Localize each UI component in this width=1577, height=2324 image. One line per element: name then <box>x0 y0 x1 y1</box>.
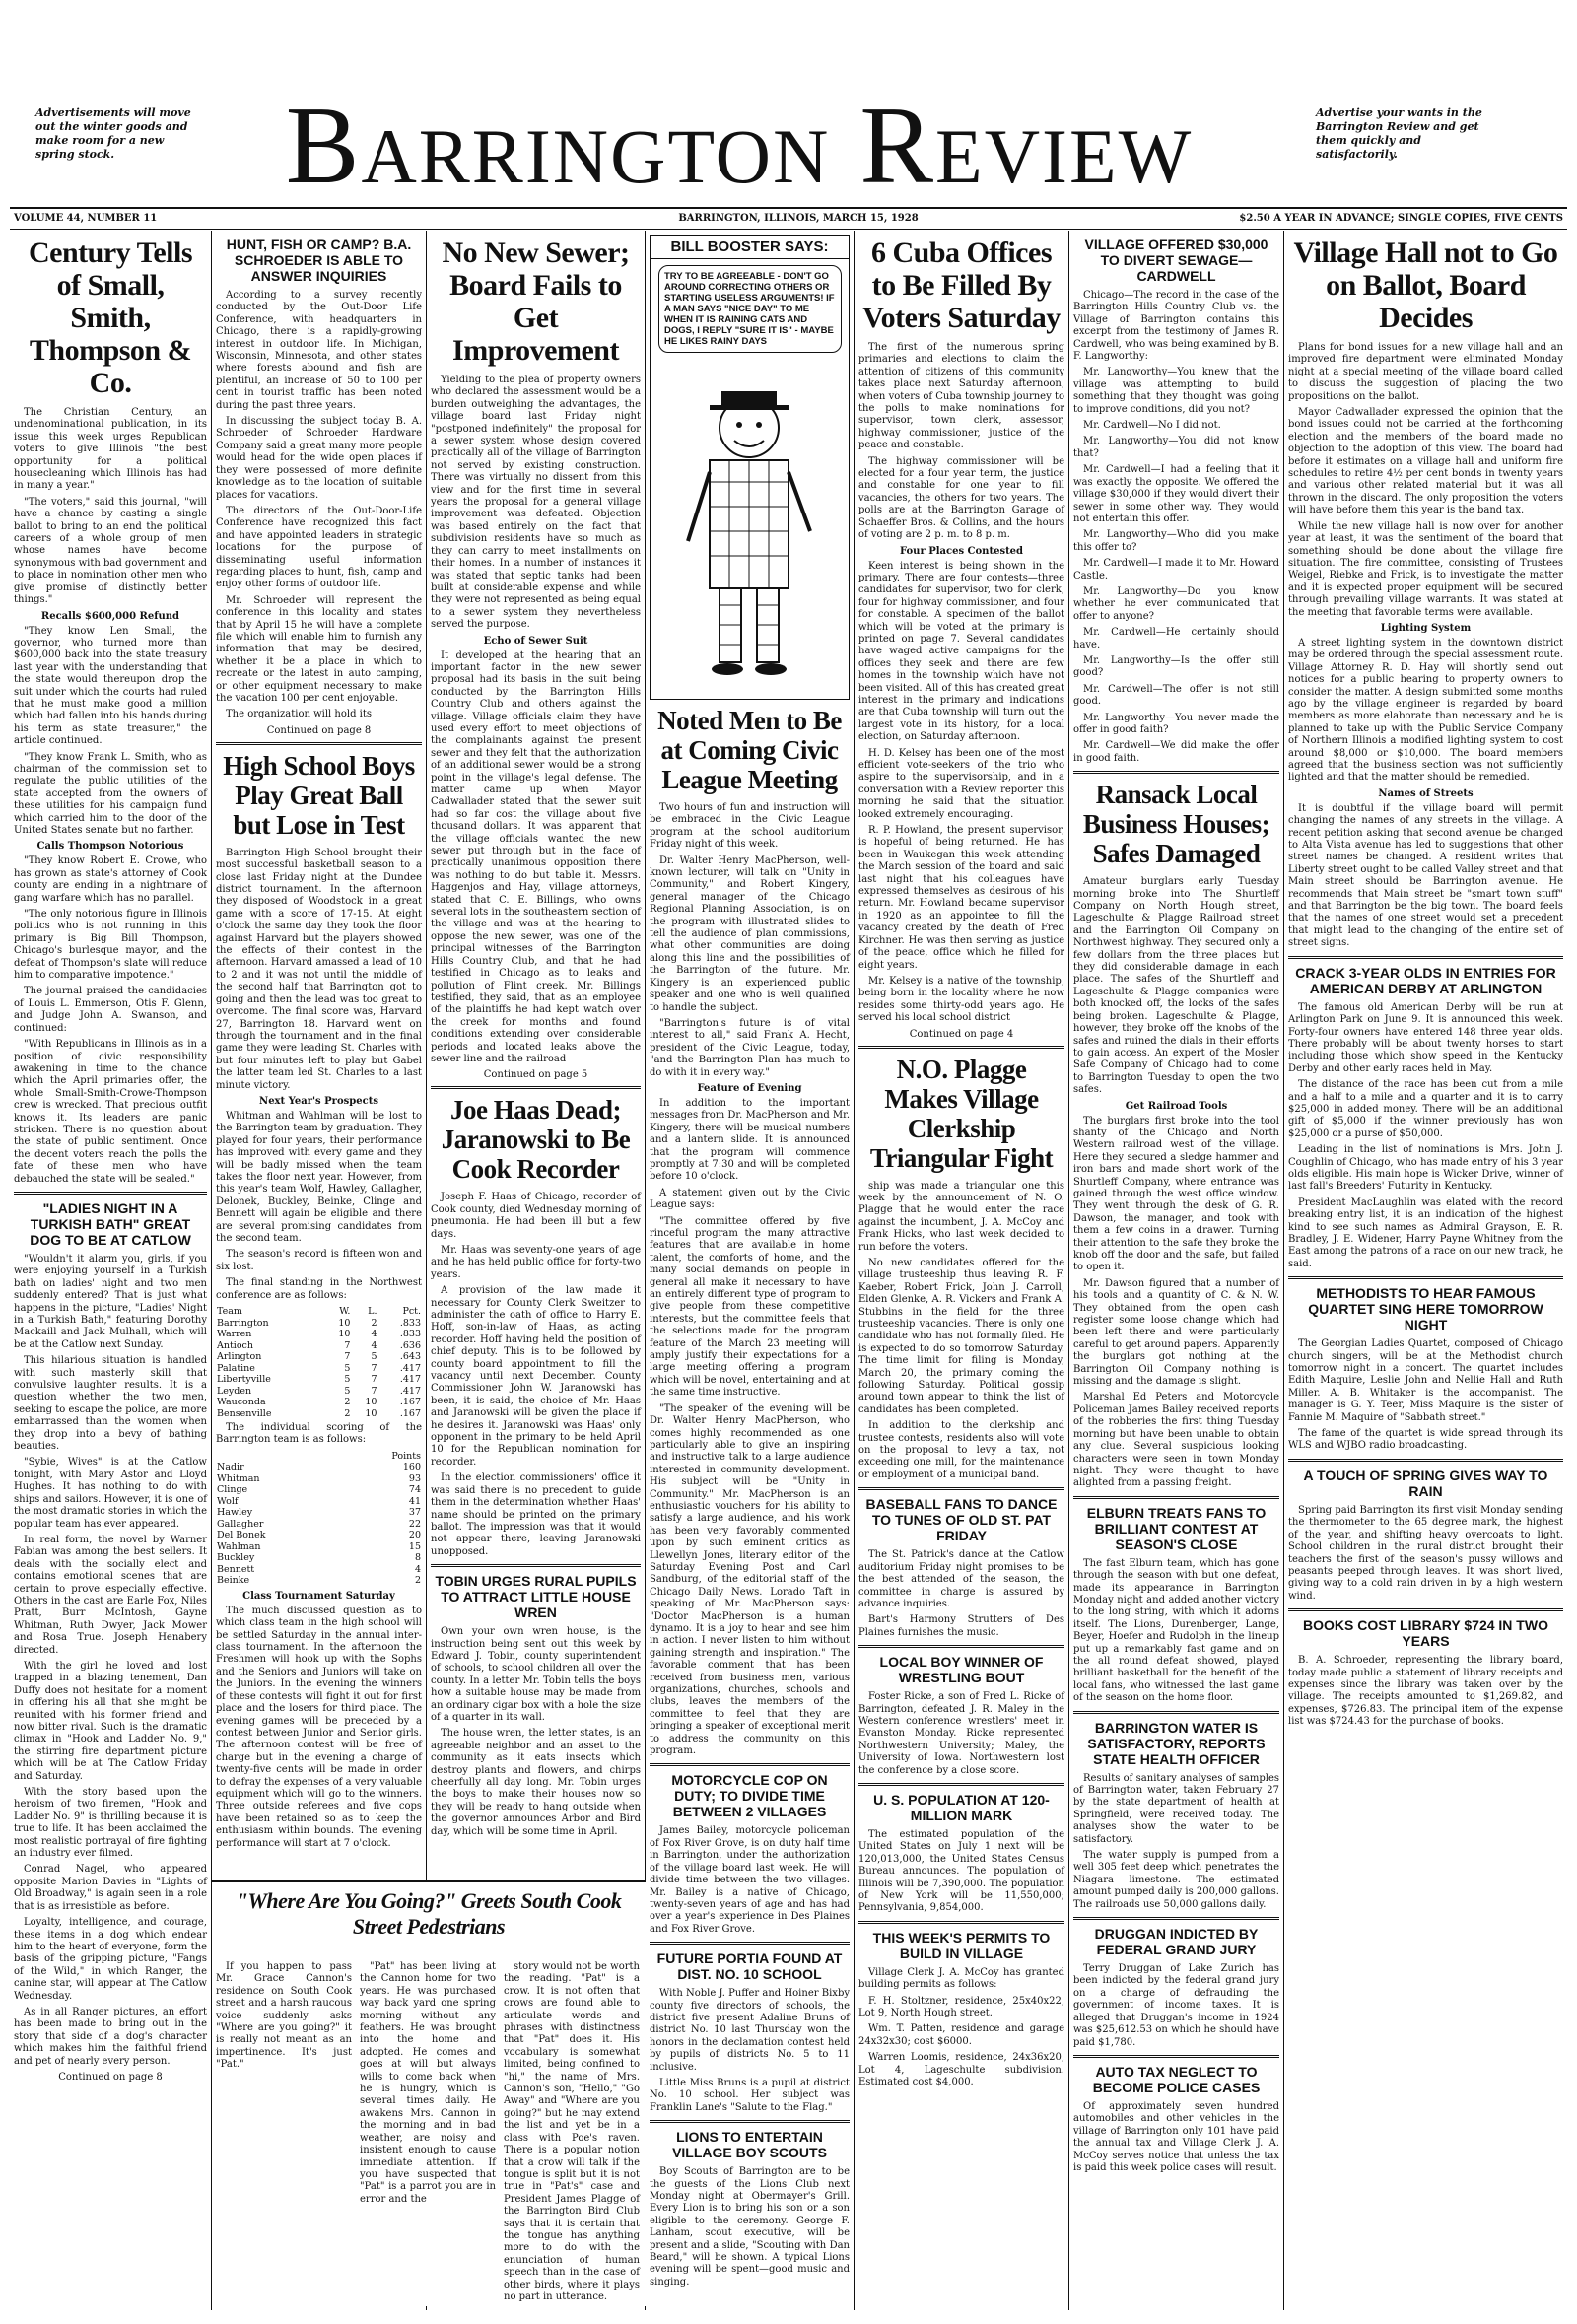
article-text: This hilarious situation is handled with such masterly skill that convulsive laughter results. It is a question whether the two men, seeking to escape the police, are more embarrassed than the women when they drop into a bevy of bathing beauties. <box>14 1355 207 1453</box>
table-cell: Arlington <box>217 1351 262 1363</box>
headline-motorcycle-cop: MOTORCYCLE COP ON DUTY; TO DIVIDE TIME BETWEEN 2 VILLAGES <box>671 1772 828 1820</box>
article-text: Amateur burglars early Tuesday morning broke into The Shurtleff Company on North Hough street, Lageschulte & Plagge Railroad street and the Barrington Oil Company on Northwest highway. They secured only a few dollars from the three places but they did considerable damage in each place. The safes of the Shurtleff and Lageschulte & Plagge companies were both knocked off, the locks of the safes being broken. Lageschulte & Plagge, however, they broke off the knobs of the safes and ruined the dials in their efforts to gain access. An expert of the Mosler Safe Company of Chicago had to come to Barrington Tuesday to open the two safes. <box>1073 876 1279 1096</box>
column-6 <box>1069 231 1284 2310</box>
table-row <box>216 1329 422 1340</box>
table-row <box>216 1541 422 1553</box>
article-text: In addition to the clerkship and trustee contests, residents also will vote on the proposal to levy a tax, not exceeding one mill, for the maintenance or employment of a municipal band. <box>858 1420 1064 1480</box>
bill-booster-cartoon <box>650 235 850 700</box>
feature-column <box>500 1961 644 2306</box>
subhead: Lighting System <box>1380 622 1472 634</box>
article-text: A street lighting system in the downtown district may be ordered through the special assessment route. Village Attorney R. D. Hay will shortly send out notices for a public hearing to property owners to consider the matter. A design submitted some months ago by the village engineer is regarded by board members as more elaborate than necessary and he is planned to take up with the Public Service Company of Northern Illinois a modified lighting system to cost around $8,000 or $10,000. The board members agreed that the business section was not sufficiently lighted and that the matter should be remedied. <box>1288 637 1563 784</box>
cartoon-title: BILL BOOSTER SAYS: <box>651 236 849 259</box>
article-text: Mr. Cardwell—The offer is not still good. <box>1073 683 1279 708</box>
article-text: Mr. Langworthy—You knew that the village was attempting to build something that they thought was going to improve conditions, did you not? <box>1073 367 1279 415</box>
table-row <box>216 1374 422 1386</box>
article-text: R. P. Howland, the present supervisor, is hopeful of being returned. He has been in Waukegan this week attending the March session of the board and said last night that his colleagues have expressed themselves as desirous of his return. Mr. Howland became supervisor in 1920 as an appointee to fill the vacancy created by the death of Fred Kirchner. He was then serving as justice of the peace, office which he filled for eight years. <box>858 825 1064 971</box>
article-text: The estimated population of the United States on July 1 next will be 120,013,000, the United States Census Bureau announces. The population of Illinois will be 7,390,000. The population of New York will be 11,550,000; Pennsylvania, 9,854,000. <box>858 1828 1064 1914</box>
article-text: If you happen to pass Mr. Grace Cannon's residence on South Cook street and a harsh raucous voice suddenly asks "Where are you going?" it is really not meant as an impertinence. It's just "Pat." <box>216 1961 352 2071</box>
scoring-table <box>216 1451 422 1587</box>
table-cell: 37 <box>408 1507 421 1519</box>
table-cell: Warren <box>217 1329 252 1340</box>
article-text: Mr. Langworthy—Is the offer still good? <box>1073 654 1279 679</box>
article-text: Bart's Harmony Strutters of Des Plaines furnishes the music. <box>858 1614 1064 1638</box>
table-row <box>216 1564 422 1576</box>
article-text: Plans for bond issues for a new village hall and an improved fire department were eliminated Monday night at a special meeting of the village board called to discuss the suggestion of placing the two propositions on the ballot. <box>1288 342 1563 402</box>
folio-line <box>10 207 1567 230</box>
article-text: The house wren, the letter states, is an agreeable neighbor and an asset to the community as it eats insects which destroy plants and flowers, and chirps cheerfully all day long. Mr. Tobin urges the boys to make their houses now so they will be ready to hang outside when the governor announces Arbor and Bird day, which will be some time in April. <box>431 1728 641 1837</box>
table-cell: 7 <box>371 1374 377 1386</box>
article-text: Conrad Nagel, who appeared opposite Marion Davies in "Lights of Old Broadway," is again seen in a role that is as irresistible as before. <box>14 1864 207 1912</box>
table-row <box>216 1552 422 1564</box>
divider <box>1073 1496 1279 1499</box>
headline-high-school-boys: High School Boys Play Great Ball but Lose in Test <box>223 750 415 840</box>
divider <box>650 1942 850 1945</box>
divider <box>650 1763 850 1766</box>
table-cell: Wahlman <box>217 1540 261 1552</box>
article-text: It is doubtful if the village board will permit changing the names of any streets in the village. A recent petition asking that second avenue be changed to Alta Vista avenue has led to suggestions that other street names be changed. A resident writes that Liberty street ought to be called Valley street and that Main street should be Barrington avenue. He recommends that Main street be "smart town stuff" and that Barrington be the big town. The board feels that the names of one street would set a precedent that might lead to the changing of the entire set of street signs. <box>1288 802 1563 949</box>
table-cell: .417 <box>399 1374 421 1386</box>
table-row <box>216 1575 422 1587</box>
article-text: The burglars first broke into the tool shanty of the Chicago and North Western railroad west of the village. Here they secured a sledge hammer and iron bars and made short work of the Shurtleff Company, where entrance was gained through the west office window. They went through the desk of G. R. Dawson, the manager, and took with them a few coins in a drawer. Turning their attention to the safe they broke the knob off the door and the safe, but failed to open it. <box>1073 1115 1279 1273</box>
article-text: "The only notorious figure in Illinois politics who is not running in this primary is Big Bill Thompson, Chicago's burlesque mayor, and the defeat of Thompson's slate will reduce him to comparative impotence." <box>14 909 207 982</box>
article-text: With Noble J. Puffer and Hoiner Bixby county five directors of schools, the district five present Adaline Bruns of district No. 10 last Thursday won the honors in the declamation contest held by pupils of districts No. 5 to 11 inclusive. <box>650 1988 850 2073</box>
headline-joe-haas-dead: Joe Haas Dead; Jaranowski to Be Cook Recorder <box>441 1095 631 1185</box>
article-text: "Wouldn't it alarm you, girls, if you were enjoying yourself in a Turkish bath on ladies' night and two men suddenly entered? That is just what happens in the picture, "Ladies' Night in a Turkish Bath," featuring Dorothy Mackaill and Jack Mulhall, which will be at the Catlow next Sunday. <box>14 1253 207 1350</box>
article-text: In addition to the important messages from Dr. MacPherson and Mr. Kingery, there will be musical numbers and a lantern slide. It is announced that the program will commence promptly at 7:30 and will be completed before 10 o'clock. <box>650 1097 850 1183</box>
table-cell: Hawley <box>217 1507 253 1519</box>
article-text: ship was made a triangular one this week by the announcement of N. O. Plagge that he would enter the race against the incumbent, J. A. McCoy and Frank Hicks, who last week decided to run before the voters. <box>858 1180 1064 1253</box>
divider <box>1288 956 1563 959</box>
divider <box>14 1192 207 1195</box>
table-cell: Leyden <box>217 1385 252 1397</box>
table-cell: .417 <box>399 1362 421 1374</box>
article-text: Chicago—The record in the case of the Barrington Hills Country Club vs. the Village of Barrington contains this excerpt from the testimony of James R. Cardwell, who was being examined by B. F. Langworthy: <box>1073 290 1279 363</box>
table-cell: .643 <box>399 1351 421 1363</box>
table-cell: 8 <box>414 1552 421 1564</box>
table-cell: .636 <box>399 1339 421 1351</box>
table-cell: 4 <box>371 1329 377 1340</box>
article-text: "They know Robert E. Crowe, who has grown as state's attorney of Cook county are ending in a nightmare of gang warfare which has no parallel. <box>14 855 207 904</box>
table-cell: Nadir <box>217 1462 244 1473</box>
table-row <box>216 1530 422 1541</box>
article-text: Wm. T. Patten, residence and garage 24x32x30; cost $6000. <box>858 2023 1064 2047</box>
headline-century-tells: Century Tells of Small, Smith, Thompson & Co. <box>28 237 193 399</box>
article-text: Mr. Langworthy—You never made the offer in good faith? <box>1073 712 1279 735</box>
article-text: Joseph F. Haas of Chicago, recorder of Cook county, died Wednesday morning of pneumonia. He had been ill but a few days. <box>431 1192 641 1240</box>
article-text: The directors of the Out-Door-Life Conference have recognized this fact and have appointed leaders in strategic locations for the purpose of disseminating useful information regarding places to hunt, fish, camp and enjoy other forms of outdoor life. <box>216 505 422 590</box>
article-text: Mr. Cardwell—No I did not. <box>1083 420 1221 432</box>
article-text: The individual scoring of the Barrington team is as follows: <box>216 1422 422 1446</box>
article-text: While the new village hall is now over for another year at least, it was the sentiment of the board that something should be done about the village fire situation. The fire committee, consisting of Trustees Weigel, Riebke and Frick, is to investigate the matter and it is expected proper equipment will be secured through prevailing village warrants. It was stated at the meeting that favorable terms were available. <box>1288 520 1563 618</box>
subhead: Four Places Contested <box>899 545 1024 557</box>
article-text: The fame of the quartet is wide spread through its WLS and WJBO radio broadcasting. <box>1288 1428 1563 1452</box>
article-text: President MacLaughlin was elated with the record breaking entry list, it is an indication of the highest kind to see such names as Admiral Grayson, E. R. Bradley, J. E. Widener, Harry Payne Whitney from the East among the patrons of a race on our new track, he said. <box>1288 1196 1563 1269</box>
table-cell: 10 <box>365 1407 377 1419</box>
article-text: The Christian Century, an undenominational publication, in its issue this week urges Republican voters to give Illinois "the best opportunity for a political housecleaning which Illinois has had in many a year." <box>14 407 207 492</box>
article-text: Two hours of fun and instruction will be embraced in the Civic League program at the school auditorium Friday night of this week. <box>650 802 850 851</box>
table-cell: 2 <box>344 1407 351 1419</box>
table-cell: 5 <box>371 1351 377 1363</box>
ear-left: Advertisements will move out the winter goods and make room for a new spring stock. <box>35 106 191 161</box>
table-row <box>216 1351 422 1363</box>
article-text: Warren Loomis, residence, 24x36x20, Lot 4, Lageschulte subdivision. Estimated cost $4,000. <box>858 2052 1064 2088</box>
article-text: F. H. Stoltzner, residence, 25x40x22, Lot 9, North Hough street. <box>858 1995 1064 2019</box>
article-text: Whitman and Wahlman will be lost to the Barrington team by graduation. They played for four years, their performance has improved with every game and they will be badly missed when the team takes the floor next year. However, from this year's team Wolf, Hawley, Gallagher, Delonek, Buckley, Beinke, Clinge and Bennett will again be eligible and there are several promising candidates from the second team. <box>216 1110 422 1244</box>
article-text: In real form, the novel by Warner Fabian was among the best sellers. It deals with the socially elect and contains emotional scenes that are certain to prove especially effective. Others in the cast are Earle Fox, Niles Pratt, Burr McIntosh, Gayne Whitman, Ruth Dwyer, Jack Mower and Rosa True. Joseph Henabery directed. <box>14 1534 207 1656</box>
table-cell: Del Bonek <box>217 1530 266 1541</box>
table-cell: .833 <box>399 1317 421 1329</box>
table-header-cell: L. <box>368 1306 377 1318</box>
subhead: Class Tournament Saturday <box>242 1590 395 1602</box>
article-text: "They know Len Small, the governor, who turned more than $600,000 back into the state treasury last year with the understanding that the state would thereupon drop the suit under which the courts had ruled that he must make good a million which had fallen into his hands during his term as state treasurer," the article continued. <box>14 625 207 747</box>
article-text: Terry Druggan of Lake Zurich has been indicted by the federal grand jury on a charge of defrauding the government of income taxes. It is alleged that Druggan's income in 1924 was $25,612.53 on which he should have paid $1,780. <box>1073 1963 1279 2048</box>
subhead: Echo of Sewer Suit <box>483 635 588 647</box>
table-row <box>216 1397 422 1408</box>
table-row <box>216 1363 422 1375</box>
headline-hunt-fish-camp: HUNT, FISH OR CAMP? B.A. SCHROEDER IS ABLE TO ANSWER INQUIRIES <box>226 237 412 284</box>
article-text: "They know Frank L. Smith, who as chairman of the commission set to regulate the public utilities of the state accepted from the owners of these utilities for his campaign fund which carried him to the door of the United States senate but no farther. <box>14 751 207 836</box>
table-cell: 4 <box>414 1563 421 1575</box>
headline-village-hall: Village Hall not to Go on Ballot, Board Decides <box>1293 237 1558 334</box>
table-cell: Buckley <box>217 1552 255 1564</box>
article-text: The organization will hold its <box>226 709 373 720</box>
subhead: Next Year's Prospects <box>259 1095 378 1107</box>
continued-note: Continued on page 4 <box>909 1028 1014 1040</box>
article-text: The journal praised the candidacies of Louis L. Emmerson, Otis F. Glenn, and Judge John A. Swanson, and continued: <box>14 986 207 1034</box>
dateline: BARRINGTON, ILLINOIS, MARCH 15, 1928 <box>678 213 919 224</box>
article-text: The water supply is pumped from a well 305 feet deep which penetrates the Niagara limestone. The estimated amount pumped daily is 200,000 gallons. The railroads use 50,000 gallons daily. <box>1073 1850 1279 1910</box>
subhead: Feature of Evening <box>697 1082 802 1094</box>
subhead: Get Railroad Tools <box>1125 1100 1228 1112</box>
divider <box>1288 1608 1563 1611</box>
article-text: "Sybie, Wives" is at the Catlow tonight, with Mary Astor and Lloyd Hughes. It has nothing to do with ships and sailors. However, it is one of the most dramatic stories in which the popular team has ever appeared. <box>14 1457 207 1530</box>
masthead-title: Barrington Review <box>285 85 1194 207</box>
article-text: No new candidates offered for the village trusteeship thus leaving R. F. Kaeber, Robert Frick, John J. Carroll, Elden Glenke, A. R. Vickers and Frank A. Stubbins in the field for the three trusteeship vacancies. There is only one candidate who has not formally filed. He is expected to do so tomorrow Saturday. The time limit for filing is Monday, March 20, the primary coming the following Saturday. Political gossip around town appear to think the list of candidates has been completed. <box>858 1257 1064 1415</box>
article-text: Mr. Cardwell—I had a feeling that it was exactly the opposite. We offered the village $30,000 if they would divert their sewer in some other way. They would not entertain this offer. <box>1073 464 1279 524</box>
article-text: A statement given out by the Civic League says: <box>650 1187 850 1211</box>
table-header-cell: Team <box>217 1306 242 1318</box>
table-cell: 41 <box>408 1495 421 1507</box>
table-cell: 5 <box>344 1385 351 1397</box>
table-row <box>216 1473 422 1485</box>
headline-future-portia: FUTURE PORTIA FOUND AT DIST. NO. 10 SCHOOL <box>656 1950 843 1983</box>
table-cell: Barrington <box>217 1317 269 1329</box>
headline-druggan-indicted: DRUGGAN INDICTED BY FEDERAL GRAND JURY <box>1094 1926 1259 1958</box>
article-text: With the girl he loved and lost trapped in a blazing tenement, Dan Duffy does not hesitate for a moment in offering his all that she might be reunited with his former friend and now bitter rival. Such is the dramatic climax in "Hook and Ladder No. 9," the stirring fire department picture which will be at The Catlow Friday and Saturday. <box>14 1660 207 1782</box>
table-cell: .417 <box>399 1385 421 1397</box>
headline-lions-entertain: LIONS TO ENTERTAIN VILLAGE BOY SCOUTS <box>672 2129 827 2161</box>
table-cell: .167 <box>399 1407 421 1419</box>
article-text: Marshal Ed Peters and Motorcycle Policeman James Bailey received reports of the robberies the first thing Tuesday morning but have been unable to obtain any clue. Several suspicious looking characters were seen in town Monday night. They were thought to have alighted from a passing freight. <box>1073 1392 1279 1489</box>
table-cell: Palatine <box>217 1362 255 1374</box>
article-text: Of approximately seven hundred automobiles and other vehicles in the village of Barrington only 101 have paid the annual tax and Village Clerk J. A. McCoy serves notice that unless the tax is paid this week police cases will result. <box>1073 2100 1279 2173</box>
continued-note: Continued on page 8 <box>58 2071 163 2083</box>
headline-ladies-night: "LADIES NIGHT IN A TURKISH BATH" GREAT DOG TO BE AT CATLOW <box>30 1199 191 1248</box>
table-cell: Bensenville <box>217 1407 272 1419</box>
article-text: Own your own wren house, is the instruction being sent out this week by Edward J. Tobin, county superintendent of schools, to school children all over the county. In a letter Mr. Tobin tells the boys how a suitable house may be made from an ordinary cigar box with a hole the size of a quarter in its wall. <box>431 1626 641 1723</box>
article-text: Mr. Cardwell—I made it to Mr. Howard Castle. <box>1073 558 1279 581</box>
article-text: Boy Scouts of Barrington are to be the guests of the Lions Club next Monday night at Obermayer's Grill. Every Lion is to bring his son or a son eligible to the ceremony. George F. Lanham, scout executive, will be present and a slide, "Scouting with Dan Beard," will be shown. A typical Lions evening will be spent—good music and singing. <box>650 2166 850 2288</box>
divider <box>431 1564 641 1567</box>
table-cell: Whitman <box>217 1472 260 1484</box>
headline-ransack: Ransack Local Business Houses; Safes Damaged <box>1082 780 1270 869</box>
table-row <box>216 1484 422 1496</box>
article-text: Barrington High School brought their most successful basketball season to a close last Friday night at the Dundee district tournament. In the afternoon they disposed of Woodstock in a great game with a score of 17-15. At eight o'clock the same day they took the floor against Harvard but the players showed the effects of their contest in the afternoon. Harvard amassed a lead of 10 to 2 and it was not until the middle of the second half that Barrington got to going and then the lead was too great to overcome. The final score was, Harvard 27, Barrington 18. Harvard went on through the tournament and in the final game they were leading St. Charles with but four minutes left to play but Gabel the latter team led St. Charles to a last minute victory. <box>216 847 422 1091</box>
article-text: According to a survey recently conducted by the Out-Door Life Conference, with headquarters in Chicago, there is a rapidly-growing interest in outdoor life. In Michigan, Wisconsin, Minnesota, and other states where forests abound and fish are plentiful, an increase of 50 to 100 per cent in tourist traffic has been noted during the past three years. <box>216 290 422 411</box>
divider <box>1073 2055 1279 2058</box>
article-text: Mr. Langworthy—You did not know that? <box>1073 436 1279 459</box>
table-cell: Antioch <box>217 1339 253 1351</box>
table-cell: Wolf <box>217 1495 239 1507</box>
table-row <box>216 1507 422 1519</box>
article-text: B. A. Schroeder, representing the library board, today made public a statement of library receipts and expenses since the library was taken over by the village. The receipts amounted to $1,269.82, and expenses, $726.83. The principal item of the expense list was $724.43 for the purchase of books. <box>1288 1655 1563 1728</box>
table-row <box>216 1318 422 1330</box>
article-text: Mr. Kelsey is a native of the township, being born in the locality where he now resides some thirty-odd years ago. He served his local school district <box>858 975 1064 1024</box>
subhead: Calls Thompson Notorious <box>36 841 184 853</box>
article-text: story would not be worth the reading. "Pat" is a crow. It is not often that crows are found able to articulate words and phrases with distinctness that "Pat" does it. His vocabulary is somewhat limited, being confined to "hi," the name of Mrs. Cannon's son, "Hello," "Go Away" and "Where are you going?" but he may extend the list and yet be in a class with Poe's raven. There is a popular notion that a crow will talk if the tongue is split but it is not true in "Pat's" case and President James Plagge of the Barrington Bird Club says that it is certain that the tongue has anything more to do with the enunciation of human speech than in the case of other birds, where it plays no part in utterance. <box>504 1961 640 2302</box>
table-cell: 10 <box>338 1329 351 1340</box>
article-text: The famous old American Derby will be run at Arlington Park on June 9. It is announced this week. Forty-four owners have entered 148 three year olds. There probably will be about twenty horses to start including those which show speed in the Kentucky Derby and other early races held in May. <box>1288 1001 1563 1074</box>
headline-village-offered: VILLAGE OFFERED $30,000 TO DIVERT SEWAGE—CARDWELL <box>1084 237 1268 284</box>
article-text: Mr. Schroeder will represent the conference in this locality and states that by April 15 he will have a complete file which will enable him to furnish any information that may be desired, whether it be a place in which to recreate or the latest in auto camping, or other equipment necessary to make the vacation 100 per cent enjoyable. <box>216 594 422 704</box>
divider <box>1073 1917 1279 1920</box>
divider <box>858 1046 1064 1049</box>
headline-no-new-sewer: No New Sewer; Board Fails to Get Improvement <box>442 237 630 367</box>
article-text: The highway commissioner will be elected for a four year term, the justice and constable for one year to fill vacancies, the others for two years. The polls are at the Barrington Garage of Schaeffer Bros. & Collins, and the hours of voting are 2 p. m. to 8 p. m. <box>858 455 1064 541</box>
divider <box>216 742 422 745</box>
table-header-cell <box>216 1451 344 1463</box>
article-text: Loyalty, intelligence, and courage, these items in a dog which endear him to the heart of everyone, form the basis of the gripping picture, "Fangs of the Wild," in which Ranger, the canine star, will appear at The Catlow Wednesday. <box>14 1917 207 2002</box>
article-text: Spring paid Barrington its first visit Monday sending the thermometer to the 65 degree mark, the highest of the year, and shifting heavy overcoats to light. School children in the rural district brought their teachers the first of the season's pussy willows and peasants peeped through leaves. It was short lived, giving way to a cold rain driven in by a high western wind. <box>1288 1504 1563 1602</box>
article-text: The much discussed question as to which class team in the high school will be settled Saturday in the annual inter-class tournament. In the afternoon the Freshmen will hook up with the Sophs and the Seniors and Juniors will take on the Juniors. In the evening the winners of these contests will fight it out for first place and the losers for third place. The evening games will be preceded by a contest between Junior and Senior girls. The afternoon contest will be free of charge but in the evening a charge of twenty-five cents will be made in order to defray the expenses of a very valuable equipment which will go to the winners. Three outside referees and five cops have been retained so as to keep the enthusiasm within bounds. The evening performance will start at 7 o'clock. <box>216 1605 422 1849</box>
headline-books-cost-library: BOOKS COST LIBRARY $724 IN TWO YEARS <box>1303 1617 1548 1650</box>
table-header-row <box>216 1306 422 1318</box>
article-text: Results of sanitary analyses of samples of Barrington water, taken February 27 by the state department of health at Springfield, were received today. The analyses show the water to be satisfactory. <box>1073 1772 1279 1845</box>
article-text: Mr. Cardwell—We did make the offer in good faith. <box>1073 740 1279 764</box>
headline-wrestling-bout: LOCAL BOY WINNER OF WRESTLING BOUT <box>879 1654 1044 1686</box>
table-cell: Clinge <box>217 1484 248 1496</box>
table-row <box>216 1496 422 1508</box>
article-text: "The committee offered by five rinceful program the many attractive features that are available in home talent, the comforts of home, and the many social demands on people in general all make it necessary to have an entirely different type of program to give people from these competitive interests, but the committee feels that the selections made for the program feature of the March 23 meeting will amply justify their expectations for a large meeting offering a program which will be novel, entertaining and at the same time instructive. <box>650 1215 850 1399</box>
table-cell: 22 <box>408 1518 421 1530</box>
table-cell: .833 <box>399 1329 421 1340</box>
article-text: With the story based upon the heroism of two firemen, "Hook and Ladder No. 9" is thrilling because it is true to life. It has been acclaimed the most realistic portrayal of fire fighting an industry ever filmed. <box>14 1787 207 1860</box>
article-text: The Georgian Ladies Quartet, composed of Chicago church singers, will be at the Methodist church tomorrow night in a concert. The quartet includes Edith Maquire, Leslie John and Nellie Hall and Ruth Miller. A. B. Whitaker is the accompanist. The manager is G. Y. Teer, Miss Maquire is the sister of Fannie M. Maquire of "Sabbath street." <box>1288 1338 1563 1423</box>
headline-baseball-fans: BASEBALL FANS TO DANCE TO TUNES OF OLD ST. PAT FRIDAY <box>865 1496 1058 1544</box>
subhead: Recalls $600,000 Refund <box>40 610 180 622</box>
article-text: Mr. Haas was seventy-one years of age and he has held public office for forty-two years. <box>431 1244 641 1280</box>
article-text: In the election commissioners' office it was said there is no precedent to guide them in the determination whether Haas' name should be printed on the primary ballot. The impression was that it would not appear there, leaving Jaranowski unopposed. <box>431 1472 641 1557</box>
table-header-cell: Pct. <box>402 1306 421 1318</box>
column-4 <box>646 231 855 2310</box>
article-text: The St. Patrick's dance at the Catlow auditorium Friday night promises to be the best attended of the season, the committee in charge is assured by advance inquiries. <box>858 1549 1064 1609</box>
table-cell: 74 <box>408 1484 421 1496</box>
article-text: The fast Elburn team, which has gone through the season with but one defeat, made its appearance in Barrington Monday night and added another victory to the long string, with which it adorns itself. The Lions, Durenberger, Lange, Beyer, Hoefer and Rudolph in the lineup put up a remarkably fast game and on the all round defeat showed, played brilliant basketball for the benefit of the local fans, who witnessed the last game of the season on the home floor. <box>1073 1557 1279 1704</box>
table-cell: 7 <box>344 1351 351 1363</box>
headline-methodists-quartet: METHODISTS TO HEAR FAMOUS QUARTET SING HERE TOMORROW NIGHT <box>1308 1285 1543 1333</box>
table-cell: Beinke <box>217 1575 250 1587</box>
headline-touch-of-spring: A TOUCH OF SPRING GIVES WAY TO RAIN <box>1303 1467 1548 1499</box>
feature-body <box>212 1961 646 2306</box>
divider <box>858 1487 1064 1490</box>
headline-building-permits: THIS WEEK'S PERMITS TO BUILD IN VILLAGE <box>872 1929 1051 1961</box>
table-cell: 20 <box>408 1530 421 1541</box>
speech-bubble: TRY TO BE AGREEABLE - DON'T GO AROUND CORRECTING OTHERS OR STARTING USELESS ARGUMENTS! IF A MAN SAYS "NICE DAY" TO ME WHEN IT IS RAINING CATS AND DOGS, I REPLY "SURE IT IS" - MAYBE HE LIKES RAINY DAYS <box>658 265 842 353</box>
article-text: Keen interest is being shown in the primary. There are four contests—three candidates for supervisor, two for clerk, four for highway commissioner, and four for constable. A specimen of the ballot which will be voted at the primary is printed on page 7. Several candidates have waged active campaigns for the offices they seek and there are few homes in the township which have not been visited. All of this has created great interest in the primary and indications are that Cuba township will turn out the largest vote in its history, for a local election, on Saturday afternoon. <box>858 560 1064 743</box>
article-text: Little Miss Bruns is a pupil at district No. 10 school. Her subject was Franklin Lane's "Salute to the Flag." <box>650 2077 850 2113</box>
headline-cuba-offices: 6 Cuba Offices to Be Filled By Voters Saturday <box>862 237 1061 334</box>
article-text: Yielding to the plea of property owners who declared the assessment would be a burden outweighing the advantages, the village board last Friday night "postponed indefinitely" the proposal for a sewer system whose design covered practically all of the village of Barrington not served by existing construction. There was virtually no dissent from this view and for the first time in several years the proposal for a general village improvement was defeated. Objection was based entirely on the fact that subdivision residents have so much as they can carry to meet installments on their homes. In a number of instances it was stated that septic tanks had been built at considerable expense and while they were not represented as being equal to a sewer system they nevertheless served the purpose. <box>431 375 641 631</box>
headline-barrington-water: BARRINGTON WATER IS SATISFACTORY, REPORTS STATE HEALTH OFFICER <box>1087 1719 1266 1767</box>
table-cell: 7 <box>371 1385 377 1397</box>
article-text: "With Republicans in Illinois as in a position of civic responsibility awakening in time to the chance which the April primaries offer, the whole Small-Smith-Crowe-Thompson crew is wrecked. That precious outfit knows it. Its leaders are panic stricken. There is no question about the state of public sentiment. Once the decent voters reach the polls the fate of these men who have debauched the state will be sealed." <box>14 1039 207 1185</box>
divider <box>1288 1276 1563 1279</box>
headline-auto-tax: AUTO TAX NEGLECT TO BECOME POLICE CASES <box>1092 2063 1261 2095</box>
headline-where-are-you-going: "Where Are You Going?" Greets South Cook Street Pedestrians <box>236 1888 622 1939</box>
article-text: Dr. Walter Henry MacPherson, well-known lecturer, will talk on "Unity in Community," and Robert Kingery, general manager of the Chicago Regional Planning Association, is on the program with illustrated slides to tell the audience of plan commissions, what other communities are doing along this line and the possibilities of the Barrington of the future. Mr. Kingery is an experienced public speaker and one who is well qualified to handle the subject. <box>650 854 850 1013</box>
divider <box>431 1086 641 1089</box>
table-cell: Wauconda <box>217 1397 266 1408</box>
table-cell: 4 <box>371 1339 377 1351</box>
subhead: Names of Streets <box>1378 787 1474 799</box>
table-cell: Bennett <box>217 1563 255 1575</box>
table-header-cell: Points <box>391 1450 421 1462</box>
headline-elburn-treats: ELBURN TREATS FANS TO BRILLIANT CONTEST AT SEASON'S CLOSE <box>1086 1504 1267 1552</box>
article-text: It developed at the hearing that an important factor in the new sewer proposal had its basis in the suit being conducted by the Barrington Hills Country Club and others against the village. Village officials claim they have used every effort to meet objections of the complainants against the present sewer and they felt that the authorization of an additional sewer would be a strong point in the village's legal defense. The matter came up when Mayor Cadwallader stated that the sewer suit had so far cost the village about five thousand dollars. It was apparent that the village officials wanted the new sewer put through but in the face of practically unanimous opposition there was nothing to do but table it. Messrs. Haggenjos and Hay, village attorneys, stated that C. E. Billings, who owns several lots in the southeastern section of the village and was at the hearing to oppose the new sewer, was one of the principal witnesses of the Barrington Hills Country Club, and that he had testified in Chicago as to leaks and pollution of Flint creek. Mr. Billings testified, they said, that as an employee of the plaintiffs he had kept watch over the creek for months and found conditions extending over considerable periods and located leaks above the sewer line and the railroad <box>431 649 641 1064</box>
table-row <box>216 1408 422 1420</box>
article-text: Leading in the list of nominations is Mrs. John J. Coughlin of Chicago, who has made entry of his 3 year olds eligible. His main hope is Wicker Drive, winner of last fall's Breeders' Futurity in Kentucky. <box>1288 1144 1563 1193</box>
divider <box>1073 771 1279 774</box>
table-header-row <box>216 1451 422 1463</box>
table-cell: 93 <box>408 1472 421 1484</box>
divider <box>1073 1711 1279 1714</box>
table-cell: 160 <box>402 1462 421 1473</box>
headline-american-derby: CRACK 3-YEAR OLDS IN ENTRIES FOR AMERICAN DERBY AT ARLINGTON <box>1295 964 1556 996</box>
feature-column <box>212 1961 356 2306</box>
table-cell: 5 <box>344 1362 351 1374</box>
ear-right: Advertise your wants in the Barrington Review and get them quickly and satisfactorily. <box>1316 106 1482 161</box>
table-cell: Libertyville <box>217 1374 271 1386</box>
column-1 <box>10 231 212 2310</box>
article-text: In discussing the subject today B. A. Schroeder of Schroeder Hardware Company said a great many more people would head for the wide open places if they were possessed of more definite knowledge as to the location of suitable places for vacations. <box>216 416 422 501</box>
table-cell: 10 <box>338 1317 351 1329</box>
column-5 <box>855 231 1069 2310</box>
article-text: James Bailey, motorcycle policeman of Fox River Grove, is on duty half time in Barrington, under the authorization of the village board last week. He will divide time between the two villages. Mr. Bailey is a native of Chicago, twenty-seven years of age and has had over a year's experience in Des Plaines and Fox River Grove. <box>650 1825 850 1935</box>
table-cell: 7 <box>344 1339 351 1351</box>
table-cell: 2 <box>344 1397 351 1408</box>
divider <box>858 1645 1064 1648</box>
divider <box>650 2120 850 2123</box>
article-text: Mr. Langworthy—Do you know whether he ever communicated that offer to anyone? <box>1073 585 1279 622</box>
volume-number: VOLUME 44, NUMBER 11 <box>14 213 158 224</box>
article-text: The first of the numerous spring primaries and elections to claim the attention of citizens of this community takes place next Saturday afternoon, when voters of Cuba township journey to the polls to make nominations for supervisor, town clerk, assessor, highway commissioner, justice of the peace and constable. <box>858 342 1064 451</box>
article-text: Village Clerk J. A. McCoy has granted building permits as follows: <box>858 1966 1064 1991</box>
table-header-cell: W. <box>339 1306 351 1318</box>
article-text: The distance of the race has been cut from a mile and a half to a mile and a quarter and it is to carry $25,000 in added money. There will be an additional gift of $5,000 if the winner previously has won $25,000 or a purse of $50,000. <box>1288 1079 1563 1139</box>
article-text: Mayor Cadwallader expressed the opinion that the bond issues could not be carried at the forthcoming election and the members of the board made no objection to the adoption of this view. The board had before it estimates on a village hall and uniform fire schedules to retire 4½ per cent bonds in twenty years and various other related material but it was all thrown in the discard. The only proposition the voters will have before them this year is the band tax. <box>1288 407 1563 516</box>
feature-header <box>212 1880 646 1963</box>
article-text: "Pat" has been living at the Cannon home for two years. He was purchased way back yard one spring morning without any feathers. He was brought into the home and adopted. He comes and goes at will but always wills to come back when he is hungry, which is several times daily. He awakens Mrs. Cannon in the morning and in bad weather, are noisy and insistent enough to cause immediate attention. If you have suspected that "Pat" is a parrot you are in error and the <box>360 1961 496 2205</box>
continued-note: Continued on page 8 <box>266 724 372 736</box>
article-text: The season's record is fifteen won and six lost. <box>216 1249 422 1272</box>
table-cell: 5 <box>344 1374 351 1386</box>
table-row <box>216 1519 422 1531</box>
table-row <box>216 1386 422 1398</box>
table-row <box>216 1340 422 1352</box>
article-text: Mr. Dawson figured that a number of his tools and a quantity of C. & N. W. They obtained from the open cash register some loose change which had been left there and were particularly careful to get around papers. Apparently the burglars got nothing at the Barrington Oil Company nothing is missing and the damage is slight. <box>1073 1277 1279 1388</box>
table-cell: 7 <box>371 1362 377 1374</box>
continued-note: Continued on page 5 <box>483 1069 588 1081</box>
article-text: Mr. Langworthy—Who did you make this offer to? <box>1073 529 1279 553</box>
headline-tobin-urges: TOBIN URGES RURAL PUPILS TO ATTRACT LITTLE HOUSE WREN <box>435 1573 637 1621</box>
headline-us-population: U. S. POPULATION AT 120-MILLION MARK <box>873 1791 1050 1823</box>
article-text: A provision of the law made it necessary for County Clerk Sweitzer to administer the oath of office to Harry E. Hoff, son-in-law of Haas, as acting recorder. Hoff having held the position of chief deputy. This is to be followed by county board appointment to fill the vacancy until next December. County Commissioner John W. Jaranowski has been, it is said, the choice of Mr. Haas and Jaranowski will be given the place if he desires it. Jaranowski was Haas' only opponent in the primary to be held April 10 for the Republican nomination for recorder. <box>431 1285 641 1468</box>
article-text: Foster Ricke, a son of Fred L. Ricke of Barrington, defeated J. R. Maley in the Western conference wrestlers' meet in Evanston Monday. Ricke represented Northwestern University; Maley, the University of Iowa. Northwestern lost the conference by a close score. <box>858 1691 1064 1776</box>
article-text: "The speaker of the evening will be Dr. Walter Henry MacPherson, who comes highly recommended as one particularly able to give an inspiring and instructive talk to a large audience interested in community development. His subject will be "Unity in Community." Mr. MacPherson is an enthusiastic vouchers for his ability to satisfy a large audience, and his work has been very favorably commented upon by such eminent critics as Llewellyn Jones, literary editor of the Saturday Evening Post and Carl Sandburg, of the editorial staff of the Chicago Daily News. Lorado Taft in speaking of Mr. MacPherson says: "Doctor MacPherson is a human dynamo. It is a joy to hear and see him in action. I never listen to him without gaining strength and inspiration." The favorable comment that has been received from business men, various organizations, churches, schools and clubs, leaves the members of the committee to feel that they are bringing a speaker of exceptional merit to address the community on this program. <box>650 1402 850 1757</box>
table-cell: Gallagher <box>217 1518 264 1530</box>
table-row <box>216 1462 422 1473</box>
table-cell: 2 <box>414 1575 421 1587</box>
headline-noted-men: Noted Men to Be at Coming Civic League Meeting <box>657 706 842 794</box>
article-text: Mr. Cardwell—He certainly should have. <box>1073 627 1279 650</box>
standings-table <box>216 1306 422 1419</box>
divider <box>858 1921 1064 1924</box>
article-text: H. D. Kelsey has been one of the most efficient vote-seekers of the trio who aspire to the supervisorship, and in a conversation with a Review reporter this morning he said that the situation looked extremely encouraging. <box>858 747 1064 820</box>
article-text: As in all Ranger pictures, an effort has been made to bring out in the story that side of a dog's character which makes him the faithful friend and pet of nearly every person. <box>14 2006 207 2067</box>
divider <box>1288 1459 1563 1462</box>
article-text: "Barrington's future is of vital interest to all," said Frank A. Hecht, president of the Civic League, today, "and the Barrington Plan has much to do with it in every way." <box>650 1017 850 1078</box>
table-cell: .167 <box>399 1397 421 1408</box>
article-text: The final standing in the Northwest conference are as follows: <box>216 1277 422 1301</box>
table-cell: 15 <box>408 1540 421 1552</box>
headline-plagge-clerkship: N.O. Plagge Makes Village Clerkship Triangular Fight <box>869 1054 1054 1173</box>
divider <box>858 1783 1064 1786</box>
price-line: $2.50 A YEAR IN ADVANCE; SINGLE COPIES, FIVE CENTS <box>1239 213 1563 224</box>
article-text: "The voters," said this journal, "will have a chance by casting a single ballot to bring to an end the political careers of a whole group of men whose names have become synonymous with bad government and to place in nomination other men who give promise of distinctly better things." <box>14 496 207 606</box>
column-7 <box>1284 231 1567 2310</box>
table-cell: 10 <box>365 1397 377 1408</box>
feature-column <box>356 1961 500 2306</box>
bill-booster-figure-icon <box>680 383 818 679</box>
table-cell: 2 <box>371 1317 377 1329</box>
